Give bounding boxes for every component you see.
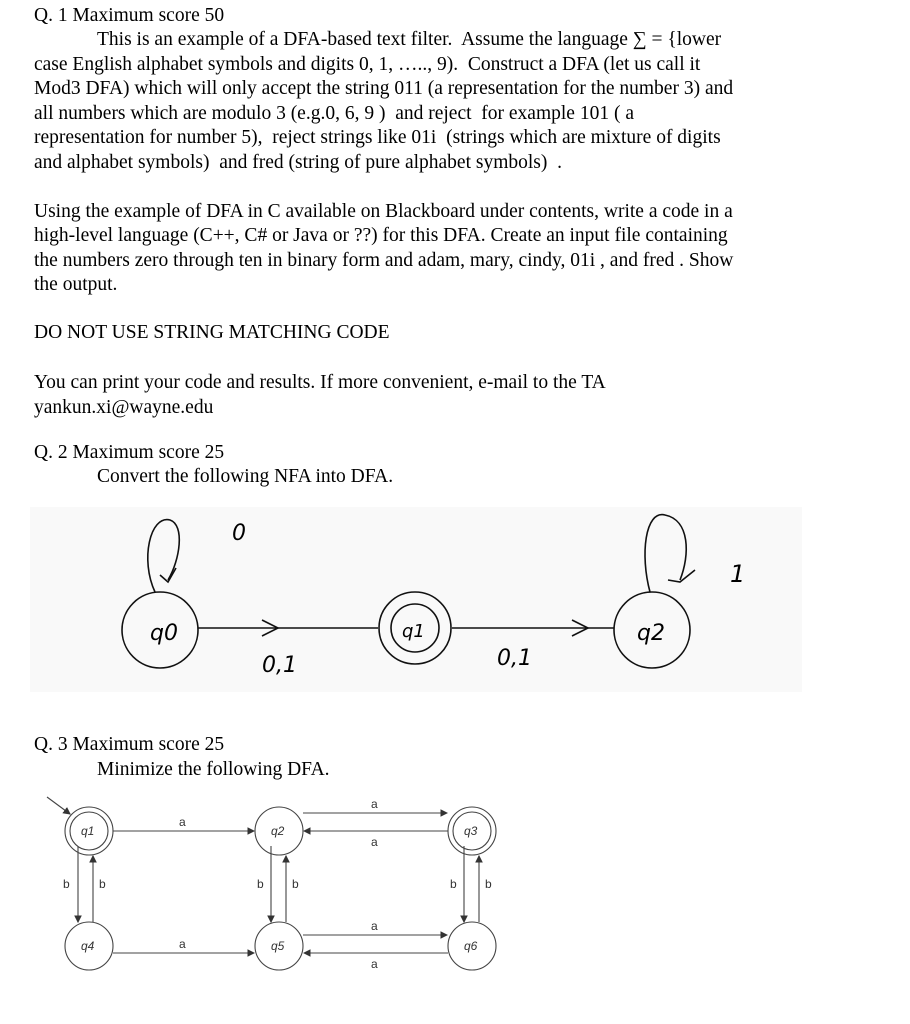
warning-text: DO NOT USE STRING MATCHING CODE: [34, 322, 390, 343]
text-line: all numbers which are modulo 3 (e.g.0, 6, 9 ) and reject for example 101 ( a: [34, 103, 634, 124]
diagram-mark: [47, 797, 479, 953]
text-line: representation for number 5), reject strings like 01i (strings which are mixture of digits: [34, 127, 721, 148]
edge-label: b: [63, 877, 70, 891]
dfa-label-q1: q1: [81, 824, 95, 838]
edge-label: b: [257, 877, 264, 891]
edge-label: b: [292, 877, 299, 891]
nfa-label-q0: q0: [150, 621, 178, 646]
edge-label: b: [485, 877, 492, 891]
nfa-label-q1: q1: [402, 621, 425, 642]
text-line: the numbers zero through ten in binary form and adam, mary, cindy, 01i , and fred . Show: [34, 250, 734, 271]
dfa-label-q3: q3: [464, 824, 478, 838]
email-text: yankun.xi@wayne.edu: [34, 397, 214, 418]
q2-heading: Q. 2 Maximum score 25: [34, 442, 225, 463]
edge-label: b: [450, 877, 457, 891]
text-line: Using the example of DFA in C available on Blackboard under contents, write a code in a: [34, 201, 733, 222]
text-line: high-level language (C++, C# or Java or ??) for this DFA. Create an input file containing: [34, 225, 728, 246]
edge-label: a: [371, 919, 378, 933]
text-line: the output.: [34, 274, 118, 295]
text-line: This is an example of a DFA-based text filter. Assume the language ∑ = {lower: [97, 29, 722, 50]
nfa-loop-label-q0: 0: [232, 521, 246, 546]
diagram-mark: [81, 824, 478, 953]
q2-instruction: Convert the following NFA into DFA.: [97, 466, 394, 487]
text-line: Mod3 DFA) which will only accept the string 011 (a representation for the number 3) and: [34, 78, 734, 99]
q3-instruction: Minimize the following DFA.: [97, 759, 330, 780]
dfa-label-q2: q2: [271, 824, 285, 838]
edge-label: a: [371, 835, 378, 849]
text-line: and alphabet symbols) and fred (string of pure alphabet symbols) .: [34, 152, 562, 173]
nfa-edge-label-q0-q1: 0,1: [262, 653, 297, 678]
nfa-edge-label-q1-q2: 0,1: [497, 646, 532, 671]
edge-label: b: [99, 877, 106, 891]
edge-label: a: [179, 937, 186, 951]
q3-heading: Q. 3 Maximum score 25: [34, 734, 225, 755]
text-line: case English alphabet symbols and digits 0, 1, ….., 9). Construct a DFA (let us call it: [34, 54, 701, 75]
edge-label: a: [371, 797, 378, 811]
dfa-label-q6: q6: [464, 939, 478, 953]
dfa-start-arrow: [47, 797, 70, 814]
dfa-label-q5: q5: [271, 939, 285, 953]
nfa-label-q2: q2: [637, 621, 665, 646]
edge-label: a: [371, 957, 378, 971]
q1-heading: Q. 1 Maximum score 50: [34, 5, 225, 26]
text-line: You can print your code and results. If more convenient, e-mail to the TA: [34, 372, 606, 393]
edge-label: a: [179, 815, 186, 829]
dfa-label-q4: q4: [81, 939, 95, 953]
nfa-loop-label-q2: 1: [730, 560, 746, 588]
